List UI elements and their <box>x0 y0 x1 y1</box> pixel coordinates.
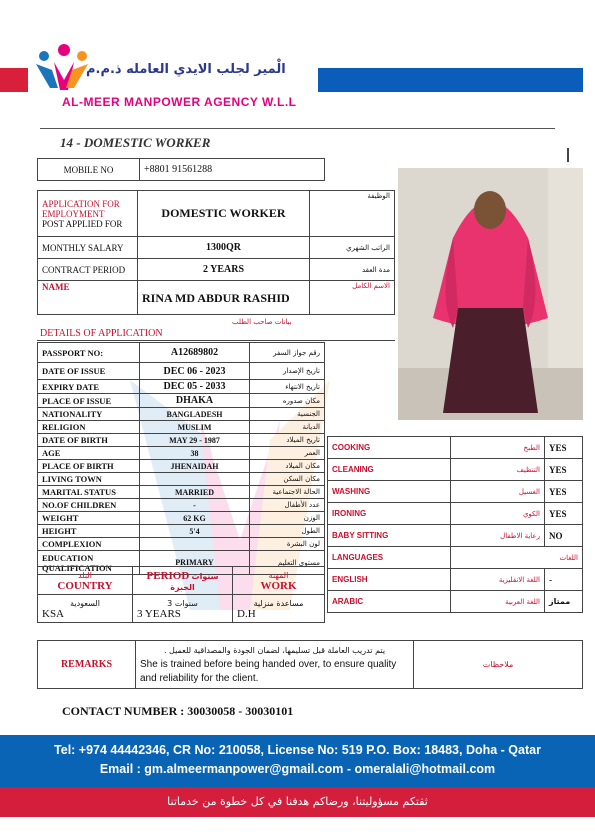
post-ar: الوظيفة <box>310 191 395 237</box>
detail-ar: رقم جواز السفر <box>250 343 325 363</box>
salary-ar: الراتب الشهري <box>310 237 395 259</box>
detail-value: 62 KG <box>140 512 250 525</box>
detail-row <box>38 434 325 447</box>
footer-line1: Tel: +974 44442346, CR No: 210058, License No: 519 P.O. Box: 18483, Doha - Qatar <box>54 743 541 757</box>
detail-ar: مكان صدوره <box>250 394 325 408</box>
remarks-ar-label: ملاحظات <box>414 641 583 689</box>
lang-arabic-value: ممتاز <box>545 591 583 613</box>
detail-label: COMPLEXION <box>38 538 140 551</box>
detail-label: EDUCATION QUALIFICATION <box>38 551 140 575</box>
detail-value: MUSLIM <box>140 421 250 434</box>
skill-value: YES <box>545 437 583 459</box>
work-value: D.H <box>237 607 256 620</box>
period-ar: سنوات الخبرة <box>170 571 219 592</box>
lang-english-value: - <box>545 569 583 591</box>
detail-value: A12689802 <box>140 343 250 363</box>
lang-english-ar: اللغة الانقليزية <box>450 569 544 591</box>
mobile-value: +8801 91561288 <box>140 159 325 181</box>
detail-label: PASSPORT NO: <box>38 343 140 363</box>
detail-ar: مكان السكن <box>250 473 325 486</box>
detail-row <box>38 343 325 363</box>
skill-ar: الغسيل <box>450 481 544 503</box>
skill-value: YES <box>545 503 583 525</box>
contract-label: CONTRACT PERIOD <box>38 259 138 281</box>
work-ar: المهنة <box>268 570 289 580</box>
skill-ar: التنظيف <box>450 459 544 481</box>
languages-ar: اللغات <box>450 547 582 569</box>
detail-value: DEC 06 - 2023 <box>140 363 250 380</box>
skill-value: NO <box>545 525 583 547</box>
detail-ar: تاريخ الميلاد <box>250 434 325 447</box>
detail-ar: الديانة <box>250 421 325 434</box>
lang-arabic-ar: اللغة العربية <box>450 591 544 613</box>
skill-row <box>328 459 583 481</box>
application-table <box>37 190 395 315</box>
detail-ar: الطول <box>250 525 325 538</box>
company-name-english: AL-MEER MANPOWER AGENCY W.L.L <box>62 95 297 109</box>
footer-line2: Email : gm.almeermanpower@gmail.com - omeralali@hotmail.com <box>99 762 496 776</box>
application-label: APPLICATION FOR EMPLOYMENT <box>42 198 120 219</box>
person-figure-icon <box>398 168 583 420</box>
details-table <box>37 342 325 575</box>
skill-row <box>328 525 583 547</box>
skill-value: YES <box>545 459 583 481</box>
detail-ar: الوزن <box>250 512 325 525</box>
detail-row <box>38 512 325 525</box>
footer-contact-bar <box>0 735 595 787</box>
detail-row <box>38 394 325 408</box>
remarks-label: REMARKS <box>38 641 136 689</box>
name-ar: الاسم الكامل <box>310 281 395 315</box>
skill-row <box>328 481 583 503</box>
detail-value: BANGLADESH <box>140 408 250 421</box>
period-value: 3 YEARS <box>137 607 181 620</box>
detail-label: NATIONALITY <box>38 408 140 421</box>
detail-value: DHAKA <box>140 394 250 408</box>
detail-label: WEIGHT <box>38 512 140 525</box>
detail-ar: الجنسية <box>250 408 325 421</box>
applicant-photo <box>398 168 583 420</box>
skill-row <box>328 503 583 525</box>
country-value: KSA <box>42 607 65 620</box>
detail-ar: العمر <box>250 447 325 460</box>
country-ar: البلد <box>78 570 92 580</box>
detail-value: 38 <box>140 447 250 460</box>
detail-row <box>38 421 325 434</box>
detail-label: MARITAL STATUS <box>38 486 140 499</box>
country-label: COUNTRY <box>57 579 113 592</box>
lang-arabic-label: ARABIC <box>328 591 451 613</box>
detail-row <box>38 473 325 486</box>
detail-row <box>38 447 325 460</box>
detail-ar: الحالة الاجتماعية <box>250 486 325 499</box>
skill-ar: الطبخ <box>450 437 544 459</box>
detail-ar: تاريخ الإصدار <box>250 363 325 380</box>
lang-english-label: ENGLISH <box>328 569 451 591</box>
detail-row <box>38 363 325 380</box>
detail-ar: لون البشرة <box>250 538 325 551</box>
contract-value: 2 YEARS <box>138 259 310 281</box>
skill-label: CLEANING <box>328 459 451 481</box>
remarks-text-en: She is trained before being handed over, to ensure quality and reliability for the client. <box>140 658 397 684</box>
detail-label: PLACE OF ISSUE <box>38 394 140 408</box>
salary-label: MONTHLY SALARY <box>38 237 138 259</box>
country-value-ar: السعودية <box>70 598 100 608</box>
company-name-arabic: الْمير لجلب الايدي العامله ذ.م.م <box>86 62 286 77</box>
detail-value: MAY 29 - 1987 <box>140 434 250 447</box>
detail-ar: عدد الأطفال <box>250 499 325 512</box>
remarks-table <box>37 640 583 689</box>
detail-value <box>140 538 250 551</box>
skill-row <box>328 437 583 459</box>
detail-value: - <box>140 499 250 512</box>
work-label: WORK <box>260 579 297 592</box>
applicant-data-ar: بيانات صاحب الطلب <box>232 318 292 326</box>
detail-label: PLACE OF BIRTH <box>38 460 140 473</box>
skill-ar: رعاية الاطفال <box>450 525 544 547</box>
detail-row <box>38 499 325 512</box>
header-divider <box>40 128 555 129</box>
post-value: DOMESTIC WORKER <box>138 191 310 237</box>
header-blue-bar <box>318 68 583 92</box>
details-title: DETAILS OF APPLICATION <box>40 328 163 339</box>
post-label: POST APPLIED FOR <box>42 218 123 229</box>
detail-row <box>38 486 325 499</box>
skill-label: BABY SITTING <box>328 525 451 547</box>
contract-ar: مدة العقد <box>310 259 395 281</box>
experience-table <box>37 566 325 623</box>
detail-row <box>38 380 325 394</box>
footer-slogan: ثقتكم مسؤوليتنا، ورضاكم هدفنا في كل خطوة من خدماتنا <box>0 787 595 817</box>
detail-ar: مكان الميلاد <box>250 460 325 473</box>
company-logo-icon <box>32 40 92 92</box>
skill-ar: الكوي <box>450 503 544 525</box>
detail-label: AGE <box>38 447 140 460</box>
name-value: RINA MD ABDUR RASHID <box>138 281 310 315</box>
period-value-ar: 3 سنوات <box>167 598 198 608</box>
contact-number: CONTACT NUMBER : 30030058 - 30030101 <box>62 704 294 718</box>
salary-value: 1300QR <box>138 237 310 259</box>
detail-label: RELIGION <box>38 421 140 434</box>
header-red-bar <box>0 68 28 92</box>
detail-label: EXPIRY DATE <box>38 380 140 394</box>
detail-label: HEIGHT <box>38 525 140 538</box>
skill-label: COOKING <box>328 437 451 459</box>
detail-value: JHENAIDAH <box>140 460 250 473</box>
detail-row <box>38 460 325 473</box>
skill-label: WASHING <box>328 481 451 503</box>
skill-value: YES <box>545 481 583 503</box>
detail-value: MARRIED <box>140 486 250 499</box>
section-title: 14 - DOMESTIC WORKER <box>60 135 211 150</box>
edge-mark <box>567 148 569 162</box>
mobile-label: MOBILE NO <box>38 159 140 181</box>
detail-row <box>38 408 325 421</box>
detail-value: DEC 05 - 2033 <box>140 380 250 394</box>
remarks-text-ar: يتم تدريب العاملة قبل تسليمها، لضمان الجودة والمصداقية للعميل . <box>163 645 386 655</box>
detail-row <box>38 525 325 538</box>
detail-value: 5'4 <box>140 525 250 538</box>
name-label: NAME <box>38 281 138 315</box>
detail-label: DATE OF ISSUE <box>38 363 140 380</box>
skills-table <box>327 436 583 613</box>
period-label: PERIOD <box>146 569 190 582</box>
detail-label: DATE OF BIRTH <box>38 434 140 447</box>
detail-label: NO.OF CHILDREN <box>38 499 140 512</box>
detail-value <box>140 473 250 486</box>
detail-ar: تاريخ الانتهاء <box>250 380 325 394</box>
detail-value: PRIMARY <box>140 551 250 575</box>
languages-label: LANGUAGES <box>328 547 451 569</box>
detail-label: LIVING TOWN <box>38 473 140 486</box>
work-value-ar: مساعدة منزلية <box>253 598 304 608</box>
skill-label: IRONING <box>328 503 451 525</box>
detail-row <box>38 538 325 551</box>
detail-ar: مستوى التعليم <box>250 551 325 575</box>
details-divider <box>37 340 395 341</box>
mobile-table <box>37 158 325 181</box>
